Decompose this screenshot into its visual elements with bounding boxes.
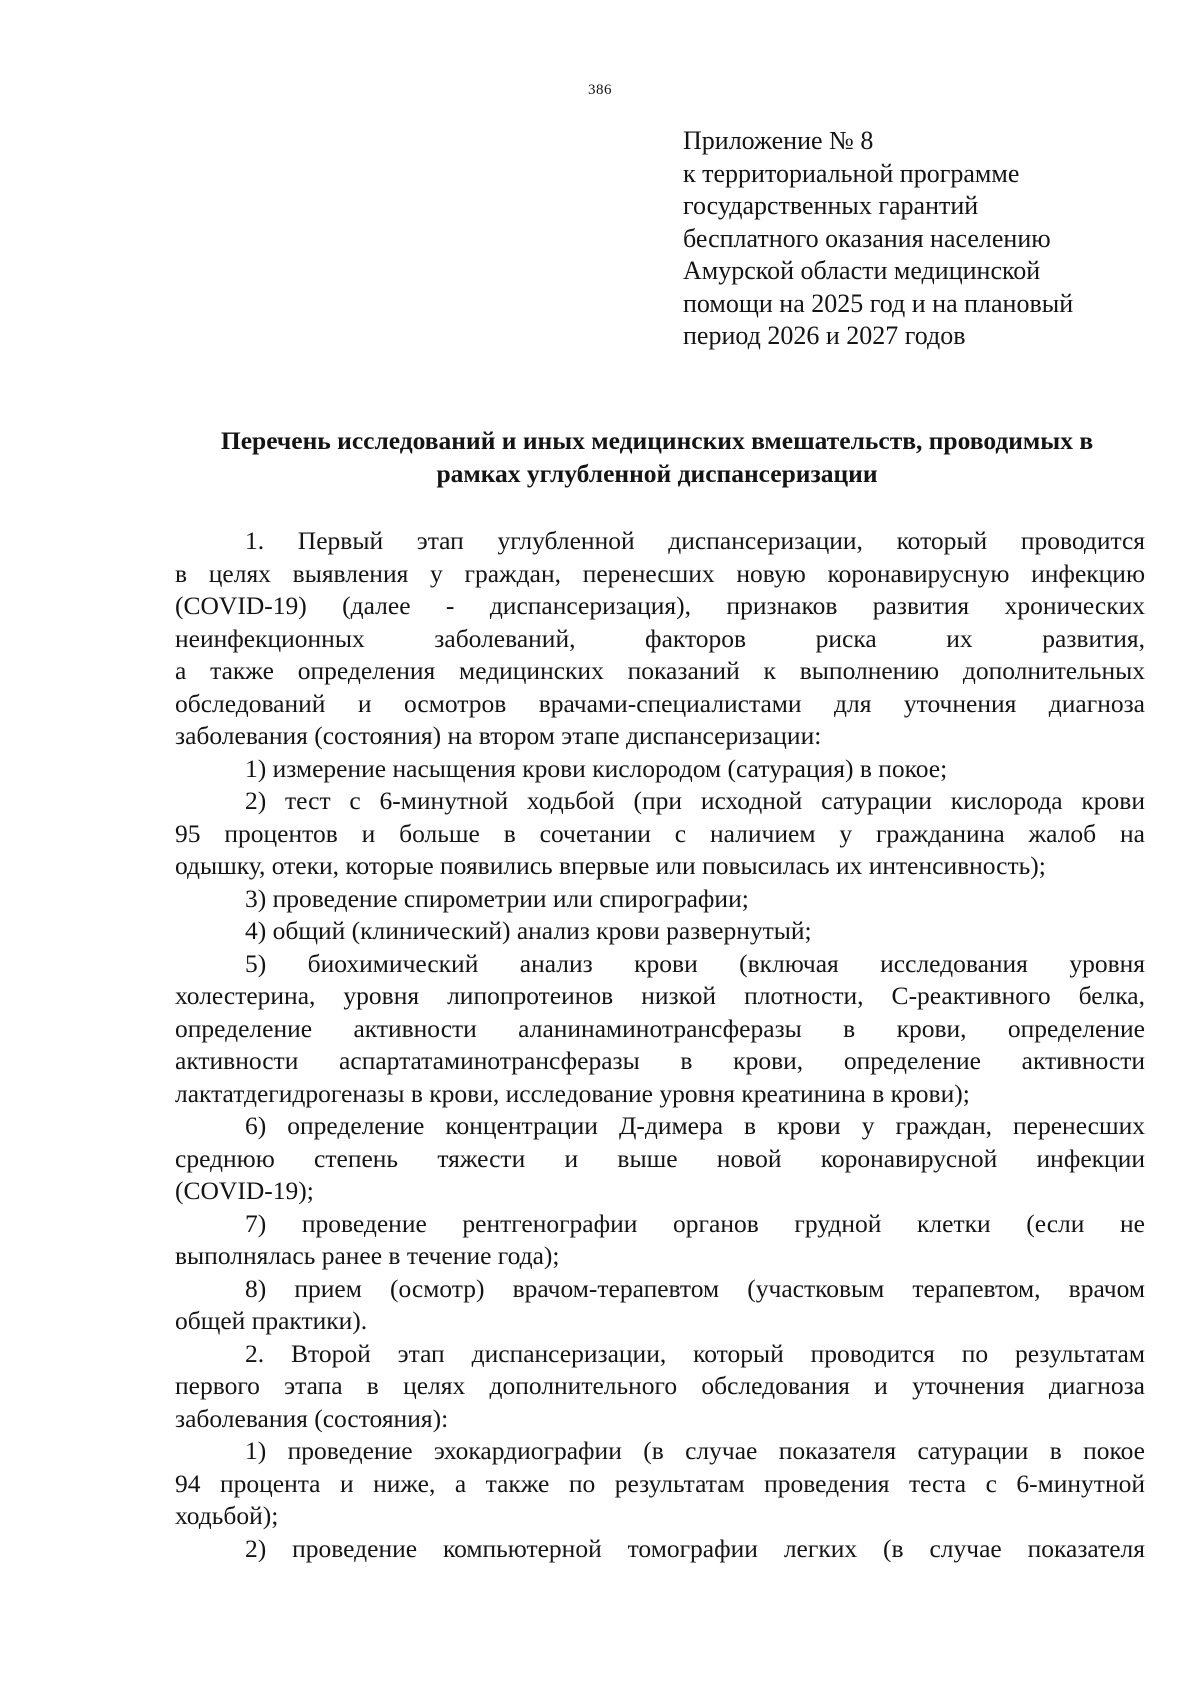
body-line: обследований и осмотров врачами-специалистами для уточнения диагноза — [175, 688, 1145, 718]
body-line: ходьбой); — [175, 1501, 279, 1530]
body-line: активности аспартатаминотрансферазы в крови, определение активности — [175, 1046, 1145, 1075]
body-line: 1) проведение эхокардиографии (в случае показателя сатурации в покое — [245, 1436, 1145, 1465]
appendix-line: Амурской области медицинской — [683, 256, 1041, 285]
body-line: выполнялась ранее в течение года); — [175, 1241, 560, 1270]
body-line: 94 процента и ниже, а также по результатам проведения теста с 6-минутной — [175, 1468, 1145, 1498]
body-line: лактатдегидрогеназы в крови, исследование уровня креатинина в крови); — [175, 1078, 970, 1108]
body-line: 3) проведение спирометрии или спирографии; — [245, 883, 749, 913]
body-line: в целях выявления у граждан, перенесших новую коронавирусную инфекцию — [175, 558, 1145, 588]
body-line: 95 процентов и больше в сочетании с наличием у гражданина жалоб на — [175, 818, 1145, 848]
appendix-header — [683, 125, 1163, 353]
body-line: а также определения медицинских показаний к выполнению дополнительных — [175, 656, 1145, 685]
document-title — [172, 425, 1142, 490]
appendix-line: Приложение № 8 — [683, 126, 874, 155]
body-line: общей практики). — [175, 1306, 368, 1335]
body-line: 7) проведение рентгенографии органов грудной клетки (если не — [245, 1208, 1145, 1238]
appendix-line: период 2026 и 2027 годов — [683, 321, 966, 350]
page-number: 386 — [588, 82, 612, 98]
body-line: 2) тест с 6-минутной ходьбой (при исходной сатурации кислорода крови — [245, 786, 1145, 815]
body-line: 5) биохимический анализ крови (включая исследования уровня — [245, 948, 1145, 978]
body-line: холестерина, уровня липопротеинов низкой плотности, С-реактивного белка, — [175, 981, 1145, 1010]
body-line: 2) проведение компьютерной томографии легких (в случае показателя — [245, 1533, 1145, 1563]
body-line: заболевания (состояния) на втором этапе диспансеризации: — [175, 721, 822, 750]
body-line: 6) определение концентрации Д-димера в крови у граждан, перенесших — [245, 1111, 1145, 1140]
body-line: одышку, отеки, которые появились впервые или повысилась их интенсивность); — [175, 851, 1046, 880]
appendix-line: государственных гарантий — [683, 191, 979, 220]
body-line: 8) прием (осмотр) врачом-терапевтом (участковым терапевтом, врачом — [245, 1273, 1145, 1303]
body-line: неинфекционных заболеваний, факторов риска их развития, — [175, 623, 1145, 653]
appendix-line: к территориальной программе — [683, 158, 1020, 188]
body-line: 1. Первый этап углубленной диспансеризации, который проводится — [245, 526, 1145, 555]
title-line: рамках углубленной диспансеризации — [436, 458, 878, 488]
body-line: первого этапа в целях дополнительного обследования и уточнения диагноза — [175, 1371, 1145, 1400]
appendix-line: помощи на 2025 год и на плановый — [683, 288, 1074, 318]
body-line: заболевания (состояния): — [175, 1403, 449, 1433]
body-line: 1) измерение насыщения крови кислородом (сатурация) в покое; — [245, 753, 948, 783]
body-line: определение активности аланинаминотрансферазы в крови, определение — [175, 1013, 1145, 1043]
body-line: 2. Второй этап диспансеризации, который проводится по результатам — [245, 1338, 1145, 1368]
body-line: 4) общий (клинический) анализ крови развернутый; — [245, 916, 812, 945]
appendix-line: бесплатного оказания населению — [683, 223, 1051, 253]
body-line: среднюю степень тяжести и выше новой коронавирусной инфекции — [175, 1143, 1145, 1173]
body-line: (COVID-19) (далее - диспансеризация), признаков развития хронических — [175, 591, 1145, 620]
document-body — [175, 525, 1145, 1565]
body-line: (COVID-19); — [175, 1176, 314, 1205]
title-line: Перечень исследований и иных медицинских вмешательств, проводимых в — [220, 426, 1094, 455]
